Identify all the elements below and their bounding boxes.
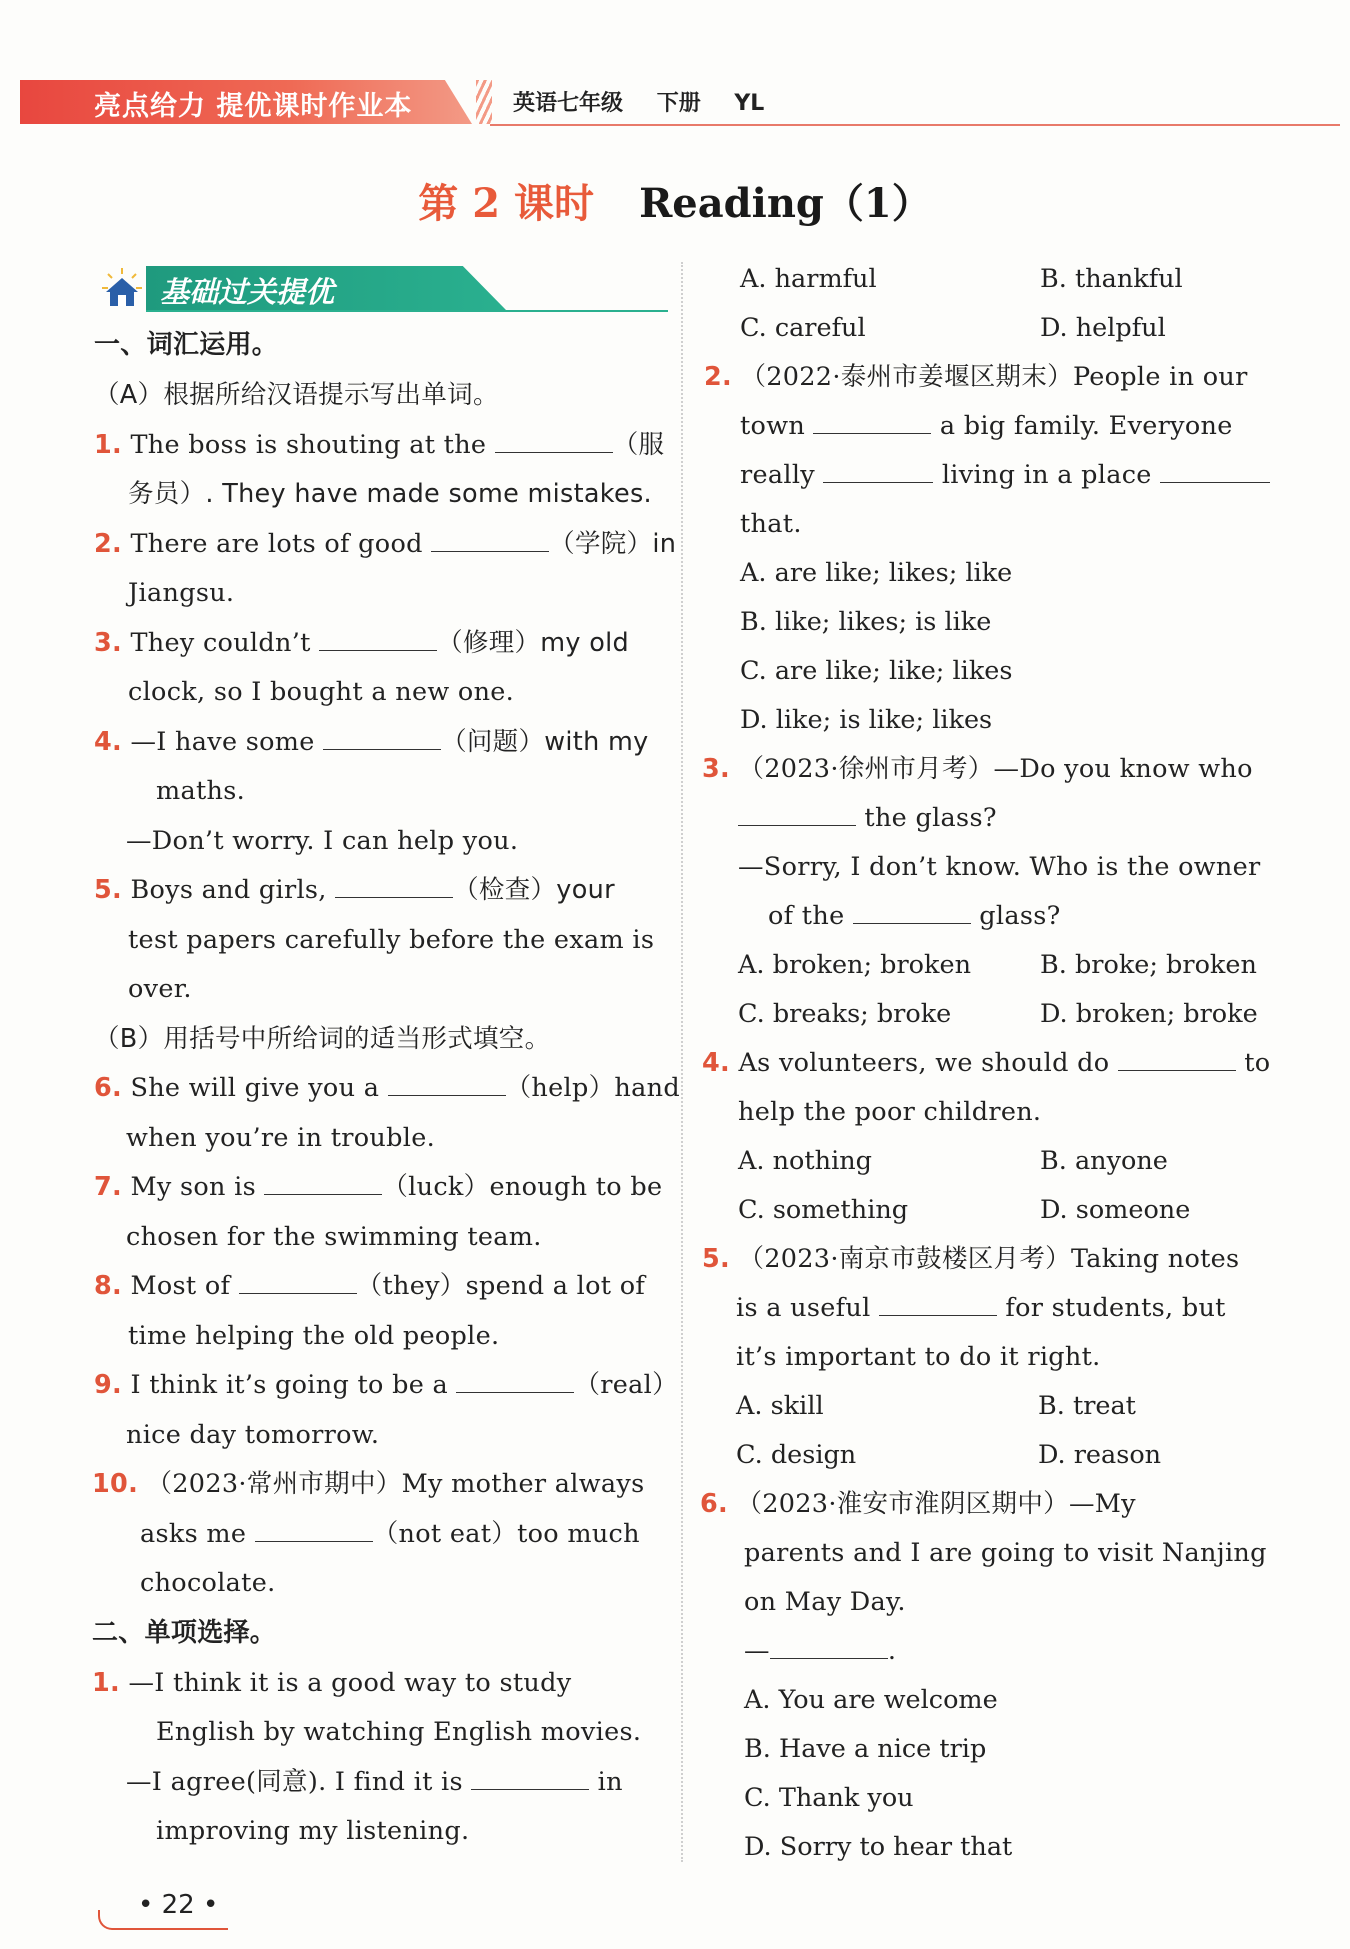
mc-q1-option-a[interactable]: A. harmful [740, 264, 877, 294]
mc-q4-option-c[interactable]: C. something [738, 1195, 909, 1225]
header-rule [490, 124, 1340, 126]
mc-q5-cont2: it’s important to do it right. [736, 1342, 1101, 1372]
answer-blank[interactable] [495, 430, 613, 453]
answer-blank[interactable] [335, 875, 453, 898]
vocab-q1-cont: 务员）. They have made some mistakes. [128, 479, 652, 509]
mc-q1-option-d[interactable]: D. helpful [1040, 313, 1166, 343]
vocab-q9: 9. I think it’s going to be a （real） [94, 1370, 678, 1400]
mc-q1-cont2: improving my listening. [156, 1816, 470, 1846]
vocab-q4-reply: —Don’t worry. I can help you. [126, 826, 519, 856]
vocab-q5-cont2: over. [128, 974, 192, 1004]
lesson-topic: Reading（1） [639, 180, 932, 227]
answer-blank[interactable] [388, 1073, 506, 1096]
vocab-q3-cont: clock, so I bought a new one. [128, 677, 515, 707]
mc-q5-cont: is a useful for students, but [736, 1293, 1226, 1323]
part1-heading: 一、词汇运用。 [94, 330, 279, 360]
answer-blank[interactable] [738, 803, 856, 826]
mc-q3-reply: —Sorry, I don’t know. Who is the owner [738, 852, 1261, 882]
mc-q2: 2. （2022·泰州市姜堰区期末）People in our [704, 362, 1248, 392]
volume: 下册 [656, 91, 701, 116]
mc-q6-cont: parents and I are going to visit Nanjing [744, 1538, 1267, 1568]
banner-stripe [476, 80, 492, 124]
answer-blank[interactable] [1118, 1048, 1236, 1071]
vocab-q4: 4. —I have some （问题）with my [94, 727, 649, 757]
vocab-q8: 8. Most of （they）spend a lot of [94, 1271, 646, 1301]
mc-q3-option-c[interactable]: C. breaks; broke [738, 999, 952, 1029]
edition: YL [734, 91, 765, 116]
vocab-q1: 1. The boss is shouting at the （服 [94, 430, 665, 460]
page-number: • 22 • [138, 1890, 219, 1920]
mc-q6-option-d[interactable]: D. Sorry to hear that [744, 1832, 1013, 1862]
mc-q4-option-b[interactable]: B. anyone [1040, 1146, 1168, 1176]
vocab-q5: 5. Boys and girls, （检查）your [94, 875, 615, 905]
mc-q5-option-a[interactable]: A. skill [736, 1391, 824, 1421]
vocab-q8-cont: time helping the old people. [128, 1321, 500, 1351]
mc-q1-option-b[interactable]: B. thankful [1040, 264, 1183, 294]
answer-blank[interactable] [431, 529, 549, 552]
vocab-q9-cont: nice day tomorrow. [126, 1420, 380, 1450]
header-info [513, 86, 790, 117]
mc-q3-option-d[interactable]: D. broken; broke [1040, 999, 1258, 1029]
footer-rule [128, 1928, 228, 1930]
mc-q6-option-a[interactable]: A. You are welcome [744, 1685, 998, 1715]
vocab-q7-cont: chosen for the swimming team. [126, 1222, 542, 1252]
brand-title: 亮点给力 提优课时作业本 [94, 91, 413, 122]
mc-q4-option-a[interactable]: A. nothing [738, 1146, 872, 1176]
vocab-q3: 3. They couldn’t （修理）my old [94, 628, 630, 658]
mc-q2-cont2: really living in a place [740, 460, 1270, 490]
mc-q6-cont2: on May Day. [744, 1587, 906, 1617]
mc-q1-reply: —I agree(同意). I find it is in [126, 1767, 623, 1797]
mc-q2-cont: town a big family. Everyone [740, 411, 1233, 441]
answer-blank[interactable] [319, 628, 437, 651]
vocab-q10-cont2: chocolate. [140, 1568, 276, 1598]
mc-q6-option-c[interactable]: C. Thank you [744, 1783, 914, 1813]
mc-q4-option-d[interactable]: D. someone [1040, 1195, 1191, 1225]
answer-blank[interactable] [879, 1293, 997, 1316]
answer-blank[interactable] [823, 460, 933, 483]
mc-q3-reply-cont: of the glass? [768, 901, 1061, 931]
vocab-q6-cont: when you’re in trouble. [126, 1123, 436, 1153]
mc-q3-option-a[interactable]: A. broken; broken [738, 950, 971, 980]
subject: 英语七年级 [513, 91, 624, 116]
mc-q3: 3. （2023·徐州市月考）—Do you know who [702, 754, 1253, 784]
vocab-q10: 10. （2023·常州市期中）My mother always [92, 1469, 645, 1499]
answer-blank[interactable] [255, 1519, 373, 1542]
mc-q5: 5. （2023·南京市鼓楼区月考）Taking notes [702, 1244, 1240, 1274]
answer-blank[interactable] [239, 1271, 357, 1294]
answer-blank[interactable] [770, 1636, 888, 1659]
section-title: 基础过关提优 [160, 275, 335, 309]
mc-q3-option-b[interactable]: B. broke; broken [1040, 950, 1257, 980]
vocab-q6: 6. She will give you a （help）hand [94, 1073, 680, 1103]
mc-q4: 4. As volunteers, we should do to [702, 1048, 1271, 1078]
answer-blank[interactable] [1160, 460, 1270, 483]
part1-subB: （B）用括号中所给词的适当形式填空。 [94, 1024, 551, 1054]
mc-q2-option-c[interactable]: C. are like; like; likes [740, 656, 1013, 686]
page-title [0, 172, 1350, 229]
part1-subA: （A）根据所给汉语提示写出单词。 [94, 380, 499, 410]
vocab-q10-cont: asks me （not eat）too much [140, 1519, 640, 1549]
mc-q2-option-d[interactable]: D. like; is like; likes [740, 705, 993, 735]
mc-q5-option-c[interactable]: C. design [736, 1440, 857, 1470]
answer-blank[interactable] [853, 901, 971, 924]
mc-q2-cont3: that. [740, 509, 802, 539]
section-badge [98, 264, 668, 312]
mc-q4-cont: help the poor children. [738, 1097, 1042, 1127]
lesson-number: 第 2 课时 [418, 180, 594, 227]
page-footer [98, 1890, 228, 1930]
vocab-q2: 2. There are lots of good （学院）in [94, 529, 677, 559]
mc-q6-option-b[interactable]: B. Have a nice trip [744, 1734, 987, 1764]
mc-q2-option-a[interactable]: A. are like; likes; like [740, 558, 1013, 588]
vocab-q5-cont: test papers carefully before the exam is [128, 925, 655, 955]
page-header [20, 80, 1340, 128]
footer-ornament [98, 1910, 130, 1930]
answer-blank[interactable] [456, 1370, 574, 1393]
mc-q2-option-b[interactable]: B. like; likes; is like [740, 607, 992, 637]
answer-blank[interactable] [264, 1172, 382, 1195]
answer-blank[interactable] [813, 411, 931, 434]
vocab-q7: 7. My son is （luck）enough to be [94, 1172, 663, 1202]
vocab-q2-cont: Jiangsu. [128, 578, 235, 608]
mc-q5-option-d[interactable]: D. reason [1038, 1440, 1162, 1470]
mc-q3-cont: the glass? [738, 803, 997, 833]
column-divider [681, 262, 683, 1862]
house-icon [98, 264, 146, 312]
mc-q1: 1. —I think it is a good way to study [92, 1668, 572, 1698]
badge-underline [146, 310, 668, 312]
answer-blank[interactable] [323, 727, 441, 750]
mc-q5-option-b[interactable]: B. treat [1038, 1391, 1136, 1421]
mc-q1-option-c[interactable]: C. careful [740, 313, 866, 343]
mc-q6: 6. （2023·淮安市淮阴区期中）—My [700, 1489, 1136, 1519]
vocab-q4-cont: maths. [156, 776, 246, 806]
mc-q1-cont: English by watching English movies. [156, 1717, 642, 1747]
answer-blank[interactable] [471, 1767, 589, 1790]
mc-q6-reply: — . [744, 1636, 897, 1666]
part2-heading: 二、单项选择。 [92, 1618, 277, 1648]
